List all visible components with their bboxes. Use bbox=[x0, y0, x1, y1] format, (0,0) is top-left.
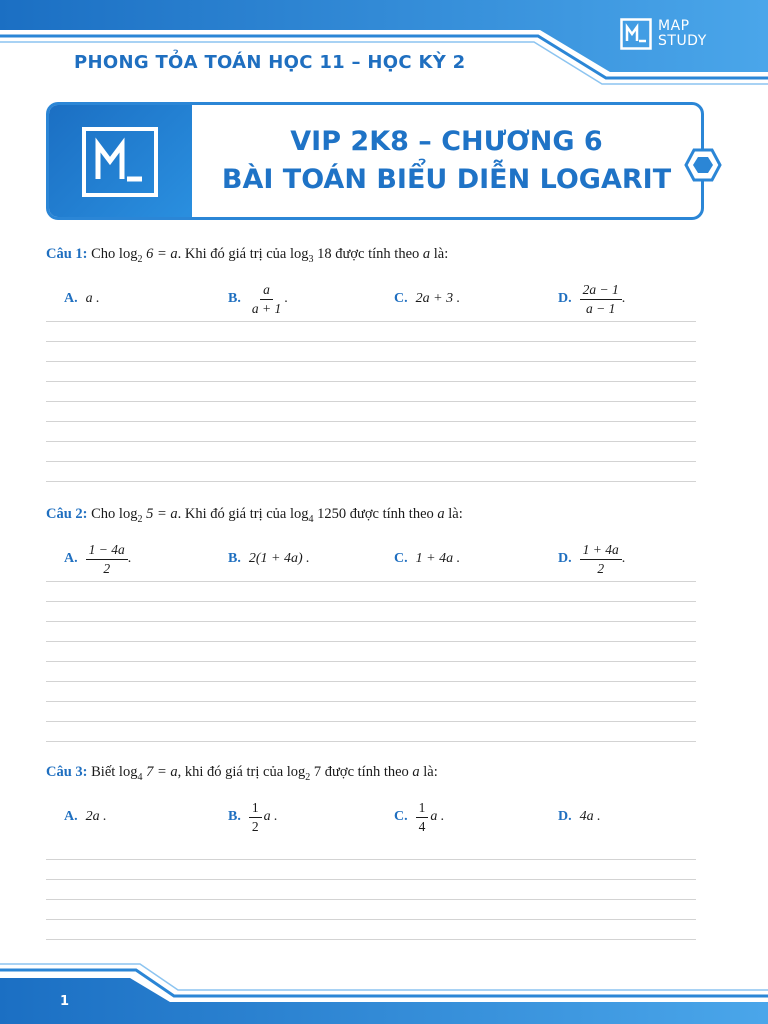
option-tail: a . bbox=[430, 809, 445, 824]
log-symbol: log bbox=[118, 246, 138, 262]
brand-name-line2: STUDY bbox=[658, 33, 707, 49]
lesson-title: BÀI TOÁN BIỂU DIỄN LOGARIT bbox=[221, 164, 672, 195]
stem-text: Cho bbox=[91, 246, 116, 262]
option-letter: D. bbox=[558, 291, 572, 306]
option-tail: . bbox=[284, 291, 288, 306]
option-letter: D. bbox=[558, 809, 572, 824]
numerator: a bbox=[260, 282, 273, 300]
option-letter: C. bbox=[394, 291, 408, 306]
log-argument: 1250 bbox=[317, 506, 347, 522]
option-c[interactable] bbox=[394, 794, 444, 840]
log-base: 4 bbox=[137, 772, 143, 783]
denominator: a + 1 bbox=[251, 300, 282, 316]
denominator: 4 bbox=[418, 818, 426, 834]
numerator: 1 bbox=[416, 800, 429, 818]
numerator: 1 + 4a bbox=[580, 542, 622, 560]
stem-text: là: bbox=[423, 764, 438, 780]
footer-band bbox=[0, 960, 768, 1024]
option-letter: C. bbox=[394, 809, 408, 824]
stem-text: , khi đó giá trị của bbox=[177, 764, 284, 780]
option-letter: D. bbox=[558, 551, 572, 566]
fraction bbox=[416, 800, 429, 835]
option-d[interactable] bbox=[558, 794, 601, 840]
fraction bbox=[249, 800, 262, 835]
option-letter: B. bbox=[228, 551, 241, 566]
chapter-title: VIP 2K8 – CHƯƠNG 6 bbox=[290, 126, 603, 157]
chapter-title-box bbox=[46, 102, 704, 220]
question-3 bbox=[46, 762, 706, 840]
option-letter: A. bbox=[64, 809, 78, 824]
variable: a bbox=[422, 246, 431, 262]
option-text: 4a . bbox=[579, 809, 601, 824]
option-tail: a . bbox=[263, 809, 278, 824]
denominator: 2 bbox=[597, 560, 605, 576]
answer-lines[interactable] bbox=[46, 302, 696, 482]
answer-lines[interactable] bbox=[46, 562, 696, 742]
question-stem bbox=[46, 244, 706, 270]
question-stem bbox=[46, 504, 706, 530]
log-base: 3 bbox=[308, 254, 314, 265]
log-argument: 5 = a bbox=[146, 506, 178, 522]
log-symbol: log bbox=[289, 506, 309, 522]
option-text: 2(1 + 4a) . bbox=[248, 551, 310, 566]
stem-text: được tính theo bbox=[335, 246, 420, 262]
variable: a bbox=[412, 764, 420, 780]
numerator: 1 bbox=[249, 800, 262, 818]
question-label: Câu 3: bbox=[46, 764, 88, 780]
stem-text: . Khi đó giá trị của bbox=[177, 506, 287, 522]
stem-text: là: bbox=[448, 506, 463, 522]
option-letter: B. bbox=[228, 809, 241, 824]
option-tail: . bbox=[621, 551, 626, 566]
log-base: 2 bbox=[305, 772, 311, 783]
numerator: 1 − 4a bbox=[86, 542, 128, 560]
title-logo-icon bbox=[82, 127, 158, 197]
denominator: 2 bbox=[103, 560, 111, 576]
series-title: PHONG TỎA TOÁN HỌC 11 – HỌC KỲ 2 bbox=[74, 52, 466, 73]
log-argument: 7 = a bbox=[146, 764, 178, 780]
question-label: Câu 1: bbox=[46, 246, 88, 262]
option-letter: A. bbox=[64, 291, 78, 306]
log-symbol: log bbox=[118, 764, 138, 780]
option-text: 1 + 4a . bbox=[415, 551, 461, 566]
log-base: 4 bbox=[308, 514, 314, 525]
option-text: 2a + 3 . bbox=[415, 291, 461, 306]
answer-lines[interactable] bbox=[46, 840, 696, 940]
brand-name-line1: MAP bbox=[658, 18, 690, 34]
option-letter: A. bbox=[64, 551, 78, 566]
log-argument: 18 bbox=[317, 246, 332, 262]
option-b[interactable] bbox=[228, 794, 278, 840]
denominator: a − 1 bbox=[586, 300, 616, 316]
hexagon-icon bbox=[684, 148, 722, 182]
log-argument: 7 bbox=[313, 764, 322, 780]
stem-text: Biết bbox=[91, 764, 116, 780]
option-letter: C. bbox=[394, 551, 408, 566]
title-logo-panel bbox=[49, 105, 192, 217]
log-symbol: log bbox=[289, 246, 309, 262]
stem-text: Cho bbox=[91, 506, 116, 522]
denominator: 2 bbox=[251, 818, 259, 834]
question-stem bbox=[46, 762, 706, 788]
log-base: 2 bbox=[137, 514, 143, 525]
stem-text: là: bbox=[433, 246, 449, 262]
numerator: 2a − 1 bbox=[580, 282, 622, 300]
brand-logo-icon bbox=[620, 18, 652, 50]
log-symbol: log bbox=[286, 764, 306, 780]
stem-text: . Khi đó giá trị của bbox=[177, 246, 287, 262]
option-letter: B. bbox=[228, 291, 241, 306]
variable: a bbox=[437, 506, 445, 522]
answer-options bbox=[46, 794, 706, 840]
log-argument: 6 = a bbox=[146, 246, 178, 262]
option-text: a . bbox=[85, 291, 100, 306]
option-tail: . bbox=[127, 551, 132, 566]
log-base: 2 bbox=[137, 254, 143, 265]
mapstudy-logo bbox=[620, 18, 707, 50]
option-tail: . bbox=[621, 291, 626, 306]
stem-text: được tính theo bbox=[349, 506, 434, 522]
log-symbol: log bbox=[118, 506, 138, 522]
question-label: Câu 2: bbox=[46, 506, 88, 522]
page-number: 1 bbox=[60, 994, 70, 1009]
stem-text: được tính theo bbox=[324, 764, 409, 780]
option-a[interactable] bbox=[64, 794, 107, 840]
option-text: 2a . bbox=[85, 809, 107, 824]
